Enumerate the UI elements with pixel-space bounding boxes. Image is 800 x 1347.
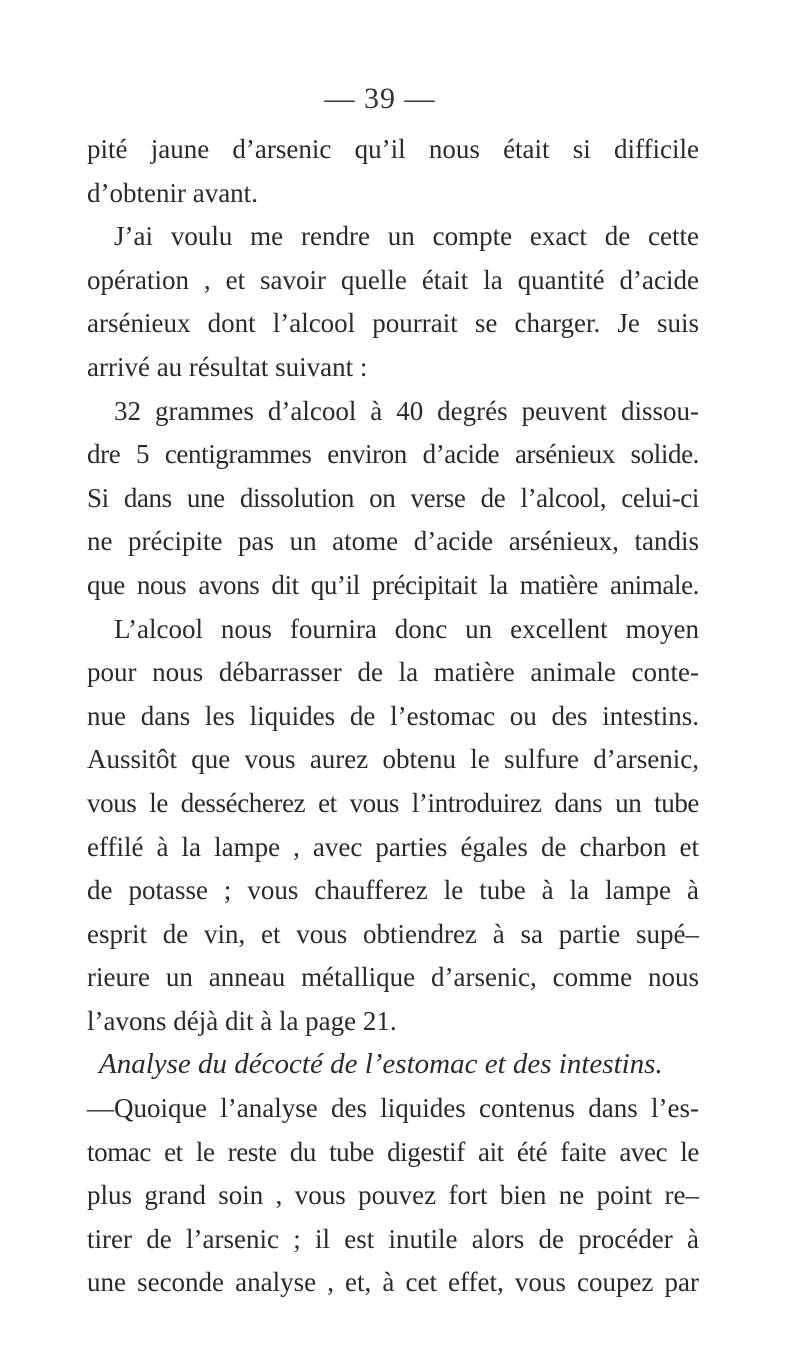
text-line: nue dans les liquides de l’estomac ou des intestins.	[87, 700, 699, 731]
text-line: pité jaune d’arsenic qu’il nous était si difficile	[87, 134, 699, 164]
text-line: arsénieux dont l’alcool pourrait se charger. Je suis	[87, 308, 699, 339]
text-line: 32 grammes d’alcool à 40 degrés peuvent dissou-	[114, 395, 699, 426]
text-line: pour nous débarrasser de la matière animale conte-	[87, 657, 699, 688]
page-number: — 39 —	[324, 82, 436, 115]
text-line: dre 5 centigrammes environ d’acide arsénieux solide.	[87, 439, 699, 470]
body-text	[87, 128, 699, 1305]
text-line: vous le dessécherez et vous l’introduirez dans un tube	[87, 787, 699, 818]
text-line: tomac et le reste du tube digestif ait été faite avec le	[87, 1136, 699, 1167]
text-line: arrivé au résultat suivant :	[87, 351, 368, 382]
text-line: L’alcool nous fournira donc un excellent moyen	[114, 613, 699, 644]
text-line: plus grand soin , vous pouvez fort bien ne point re–	[87, 1180, 699, 1211]
section-heading: Analyse du décocté de l’estomac et des intestins.	[99, 1048, 663, 1081]
text-line: de potasse ; vous chaufferez le tube à la lampe à	[87, 875, 699, 906]
text-line: une seconde analyse , et, à cet effet, vous coupez par	[87, 1267, 699, 1298]
text-line: esprit de vin, et vous obtiendrez à sa partie supé–	[87, 918, 699, 949]
text-line: Si dans une dissolution on verse de l’alcool, celui-ci	[87, 482, 699, 513]
text-line: ne précipite pas un atome d’acide arsénieux, tandis	[87, 526, 699, 557]
text-line: effilé à la lampe , avec parties égales de charbon et	[87, 831, 699, 862]
text-line: rieure un anneau métallique d’arsenic, comme nous	[87, 962, 699, 993]
text-line: d’obtenir avant.	[87, 177, 258, 208]
text-line: que nous avons dit qu’il précipitait la matière animale.	[87, 569, 699, 600]
text-line: l’avons déjà dit à la page 21.	[87, 1005, 397, 1036]
text-line: —Quoique l’analyse des liquides contenus dans l’es-	[87, 1093, 699, 1124]
text-line: tirer de l’arsenic ; il est inutile alors de procéder à	[87, 1223, 699, 1254]
text-line: J’ai voulu me rendre un compte exact de cette	[114, 221, 699, 252]
text-line: opération , et savoir quelle était la quantité d’acide	[87, 264, 699, 295]
text-line: Aussitôt que vous aurez obtenu le sulfure d’arsenic,	[87, 744, 699, 775]
